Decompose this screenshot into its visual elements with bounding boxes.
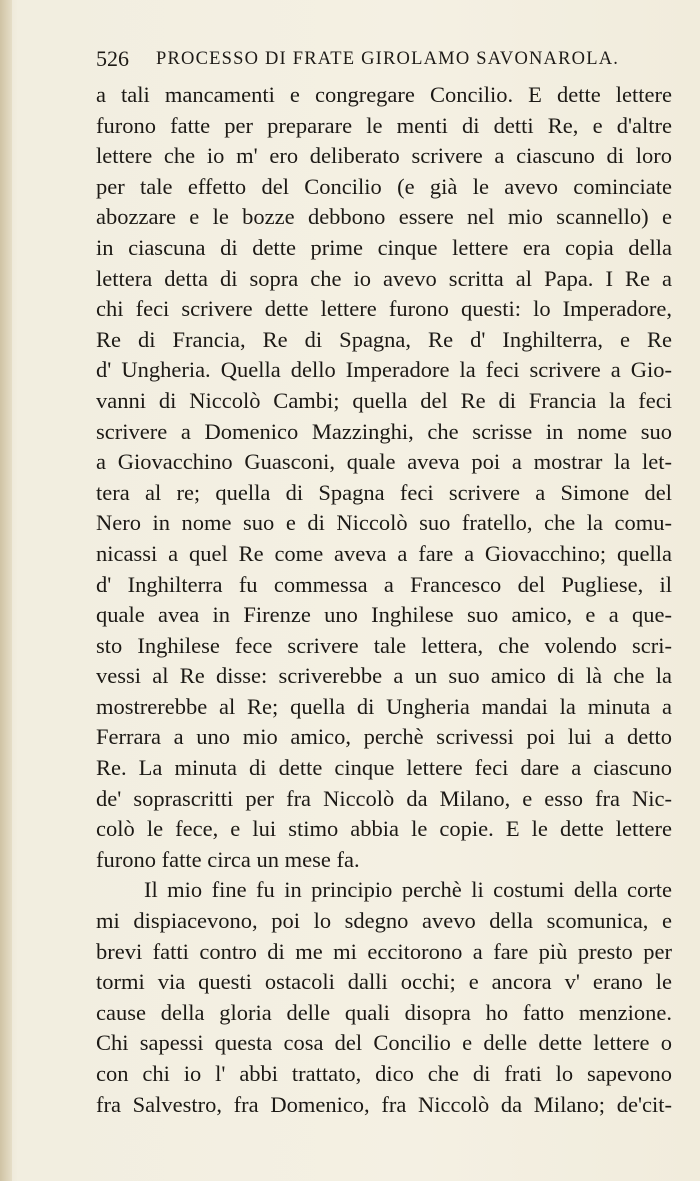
text-line: cause della gloria delle quali disopra ho fatto menzione. bbox=[96, 999, 672, 1025]
text-line: brevi fatti contro di me mi eccitorono a fare più presto per bbox=[96, 938, 672, 964]
text-line: Nero in nome suo e di Niccolò suo fratello, che la comu- bbox=[96, 510, 672, 536]
running-head: PROCESSO DI FRATE GIROLAMO SAVONAROLA. bbox=[156, 49, 620, 69]
text-line: in ciascuna di dette prime cinque lettere era copia della bbox=[96, 234, 672, 260]
text-line: fra Salvestro, fra Domenico, fra Niccolò da Milano; de'cit- bbox=[96, 1091, 672, 1117]
text-line: lettere che io m' ero deliberato scrivere a ciascuno di loro bbox=[96, 143, 672, 169]
text-line: Ferrara a uno mio amico, perchè scrivessi poi lui a detto bbox=[96, 724, 672, 750]
text-line: furono fatte circa un mese fa. bbox=[96, 846, 360, 872]
text-line: tormi via questi ostacoli dalli occhi; e ancora v' erano le bbox=[96, 969, 672, 995]
paragraph-1 bbox=[96, 80, 672, 875]
text-line: furono fatte per preparare le menti di detti Re, e d'altre bbox=[96, 112, 672, 138]
text-line: Il mio fine fu in principio perchè li costumi della corte bbox=[144, 877, 672, 903]
page-number: 526 bbox=[96, 46, 129, 71]
page-header bbox=[96, 44, 676, 74]
text-line: d' Inghilterra fu commessa a Francesco del Pugliese, il bbox=[96, 571, 672, 597]
text-line: quale avea in Firenze uno Inghilese suo amico, e a que- bbox=[96, 602, 672, 628]
text-line: de' soprascritti per fra Niccolò da Milano, e esso fra Nic- bbox=[96, 785, 672, 811]
text-line: per tale effetto del Concilio (e già le avevo cominciate bbox=[96, 173, 672, 199]
text-line: scrivere a Domenico Mazzinghi, che scrisse in nome suo bbox=[96, 418, 672, 444]
text-line: mi dispiacevono, poi lo sdegno avevo della scomunica, e bbox=[96, 908, 672, 934]
text-line: Re di Francia, Re di Spagna, Re d' Inghilterra, e Re bbox=[96, 326, 672, 352]
text-line: vessi al Re disse: scriverebbe a un suo amico di là che la bbox=[96, 663, 672, 689]
text-line: nicassi a quel Re come aveva a fare a Giovacchino; quella bbox=[96, 540, 672, 566]
page-binding-edge bbox=[0, 0, 12, 1181]
text-line: Re. La minuta di dette cinque lettere feci dare a ciascuno bbox=[96, 755, 672, 781]
text-line: a Giovacchino Guasconi, quale aveva poi a mostrar la let- bbox=[96, 449, 672, 475]
text-line: tera al re; quella di Spagna feci scrivere a Simone del bbox=[96, 479, 672, 505]
text-line: colò le fece, e lui stimo abbia le copie. E le dette lettere bbox=[96, 816, 672, 842]
text-line: d' Ungheria. Quella dello Imperadore la feci scrivere a Gio- bbox=[96, 357, 672, 383]
text-line: sto Inghilese fece scrivere tale lettera, che volendo scri- bbox=[96, 632, 672, 658]
text-line: mostrerebbe al Re; quella di Ungheria mandai la minuta a bbox=[96, 693, 672, 719]
body-text bbox=[96, 80, 672, 1120]
text-line: lettera detta di sopra che io avevo scritta al Papa. I Re a bbox=[96, 265, 672, 291]
text-line: abozzare e le bozze debbono essere nel mio scannello) e bbox=[96, 204, 672, 230]
text-line: vanni di Niccolò Cambi; quella del Re di Francia la feci bbox=[96, 387, 672, 413]
text-line: chi feci scrivere dette lettere furono questi: lo Imperadore, bbox=[96, 296, 672, 322]
paragraph-2 bbox=[96, 875, 672, 1120]
text-line: Chi sapessi questa cosa del Concilio e delle dette lettere o bbox=[96, 1030, 672, 1056]
text-line: con chi io l' abbi trattato, dico che di frati lo sapevono bbox=[96, 1061, 672, 1086]
text-line: a tali mancamenti e congregare Concilio. E dette lettere bbox=[96, 82, 672, 107]
